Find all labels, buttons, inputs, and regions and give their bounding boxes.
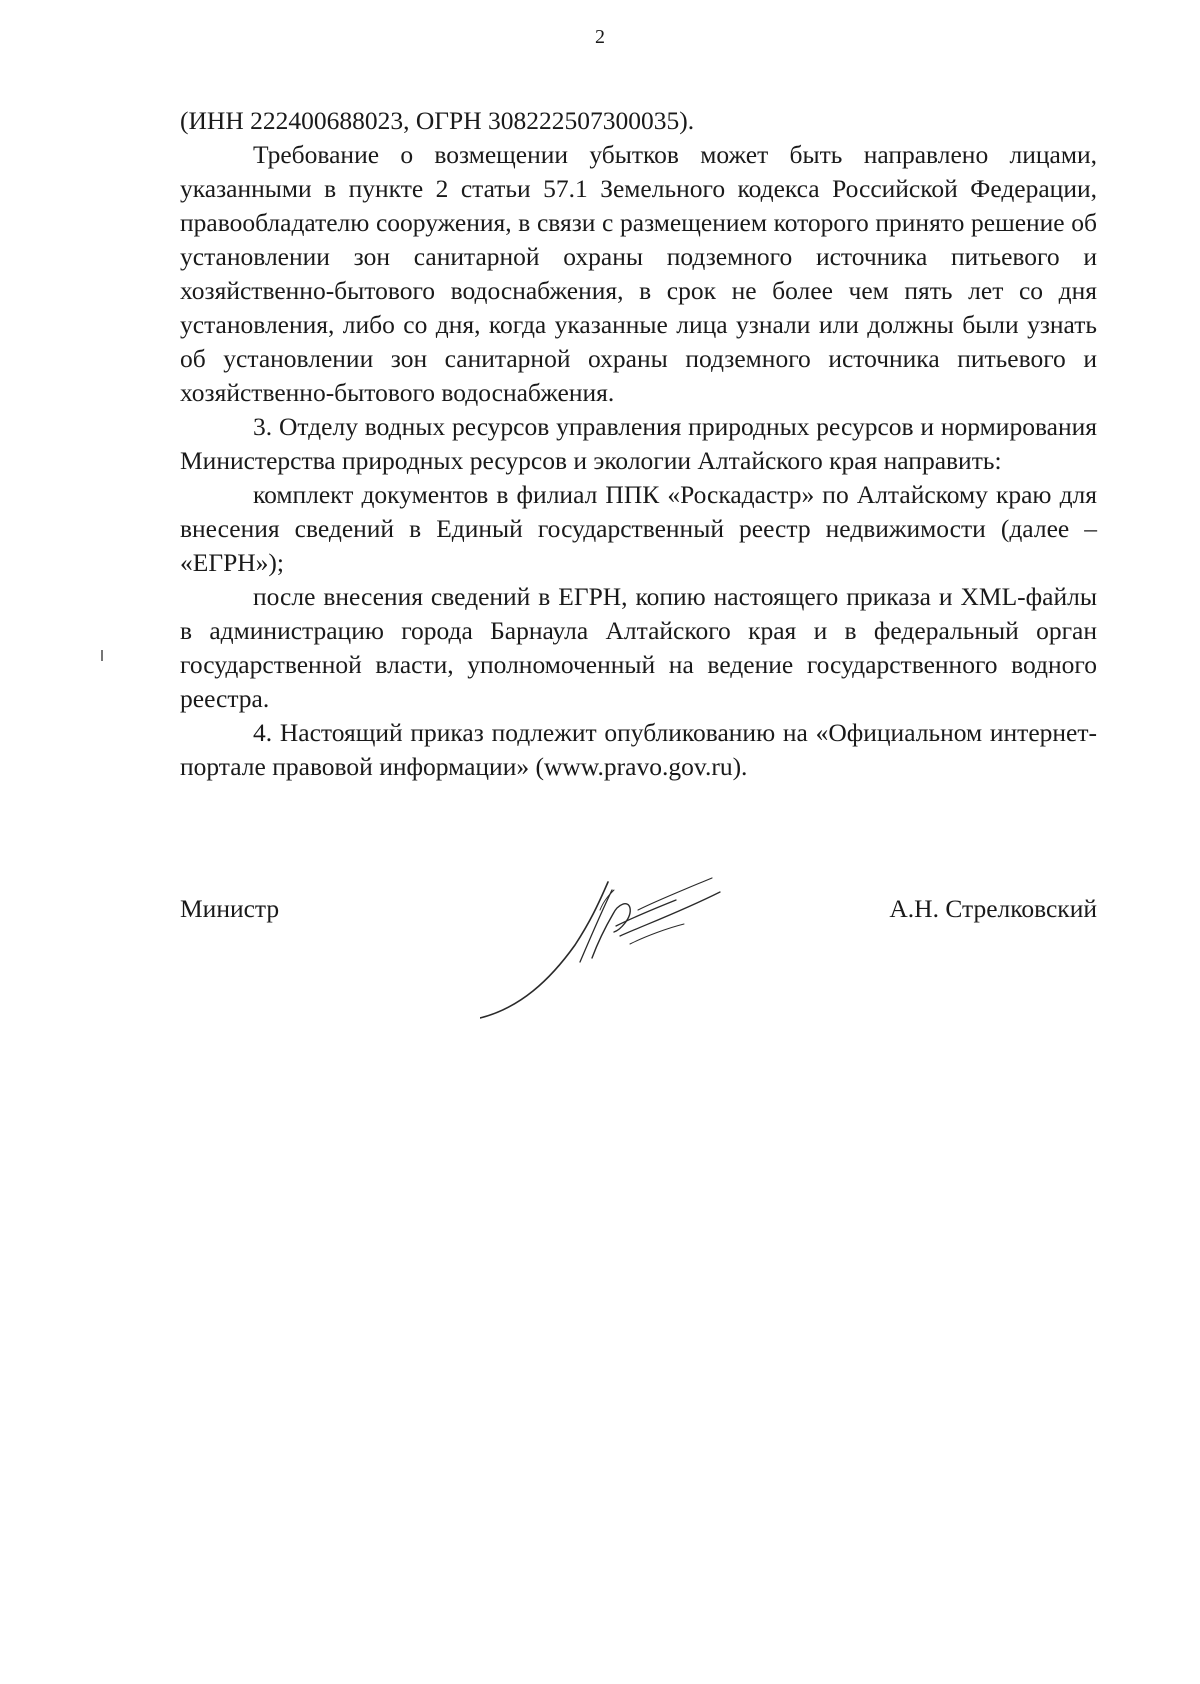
paragraph-item-3-copies: после внесения сведений в ЕГРН, копию настоящего приказа и XML-файлы в администрацию города Барнаула Алтайского края и в федеральный орган государственной власти, уполномоченный на ведение государственного водного реестра.	[180, 582, 1097, 713]
paragraph-item-3-documents: комплект документов в филиал ППК «Роскадастр» по Алтайскому краю для внесения сведений в Единый государственный реестр недвижимости (далее – «ЕГРН»);	[180, 480, 1097, 577]
signature-block	[180, 870, 1097, 1030]
signatory-position: Министр	[180, 894, 280, 923]
paragraph-item-4: 4. Настоящий приказ подлежит опубликованию на «Официальном интернет-портале правовой информации» (www.pravo.gov.ru).	[180, 718, 1097, 781]
document-body	[180, 104, 1097, 784]
scan-speck	[100, 650, 104, 662]
paragraph-inn-ogrn: (ИНН 222400688023, ОГРН 308222507300035).	[180, 106, 695, 135]
paragraph-item-3: 3. Отделу водных ресурсов управления природных ресурсов и нормирования Министерства природных ресурсов и экологии Алтайского края направить:	[180, 412, 1097, 475]
handwritten-signature	[480, 870, 740, 1030]
page-number: 2	[595, 26, 605, 48]
paragraph-damages-claim: Требование о возмещении убытков может быть направлено лицами, указанными в пункте 2 статьи 57.1 Земельного кодекса Российской Федерации, правообладателю сооружения, в связи с размещением которого принято решение об установлении зон санитарной охраны подземного источника питьевого и хозяйственно-бытового водоснабжения, в срок не более чем пять лет со дня установления, либо со дня, когда указанные лица узнали или должны были узнать об установлении зон санитарной охраны подземного источника питьевого и хозяйственно-бытового водоснабжения.	[180, 140, 1097, 407]
signatory-name: А.Н. Стрелковский	[889, 894, 1097, 923]
